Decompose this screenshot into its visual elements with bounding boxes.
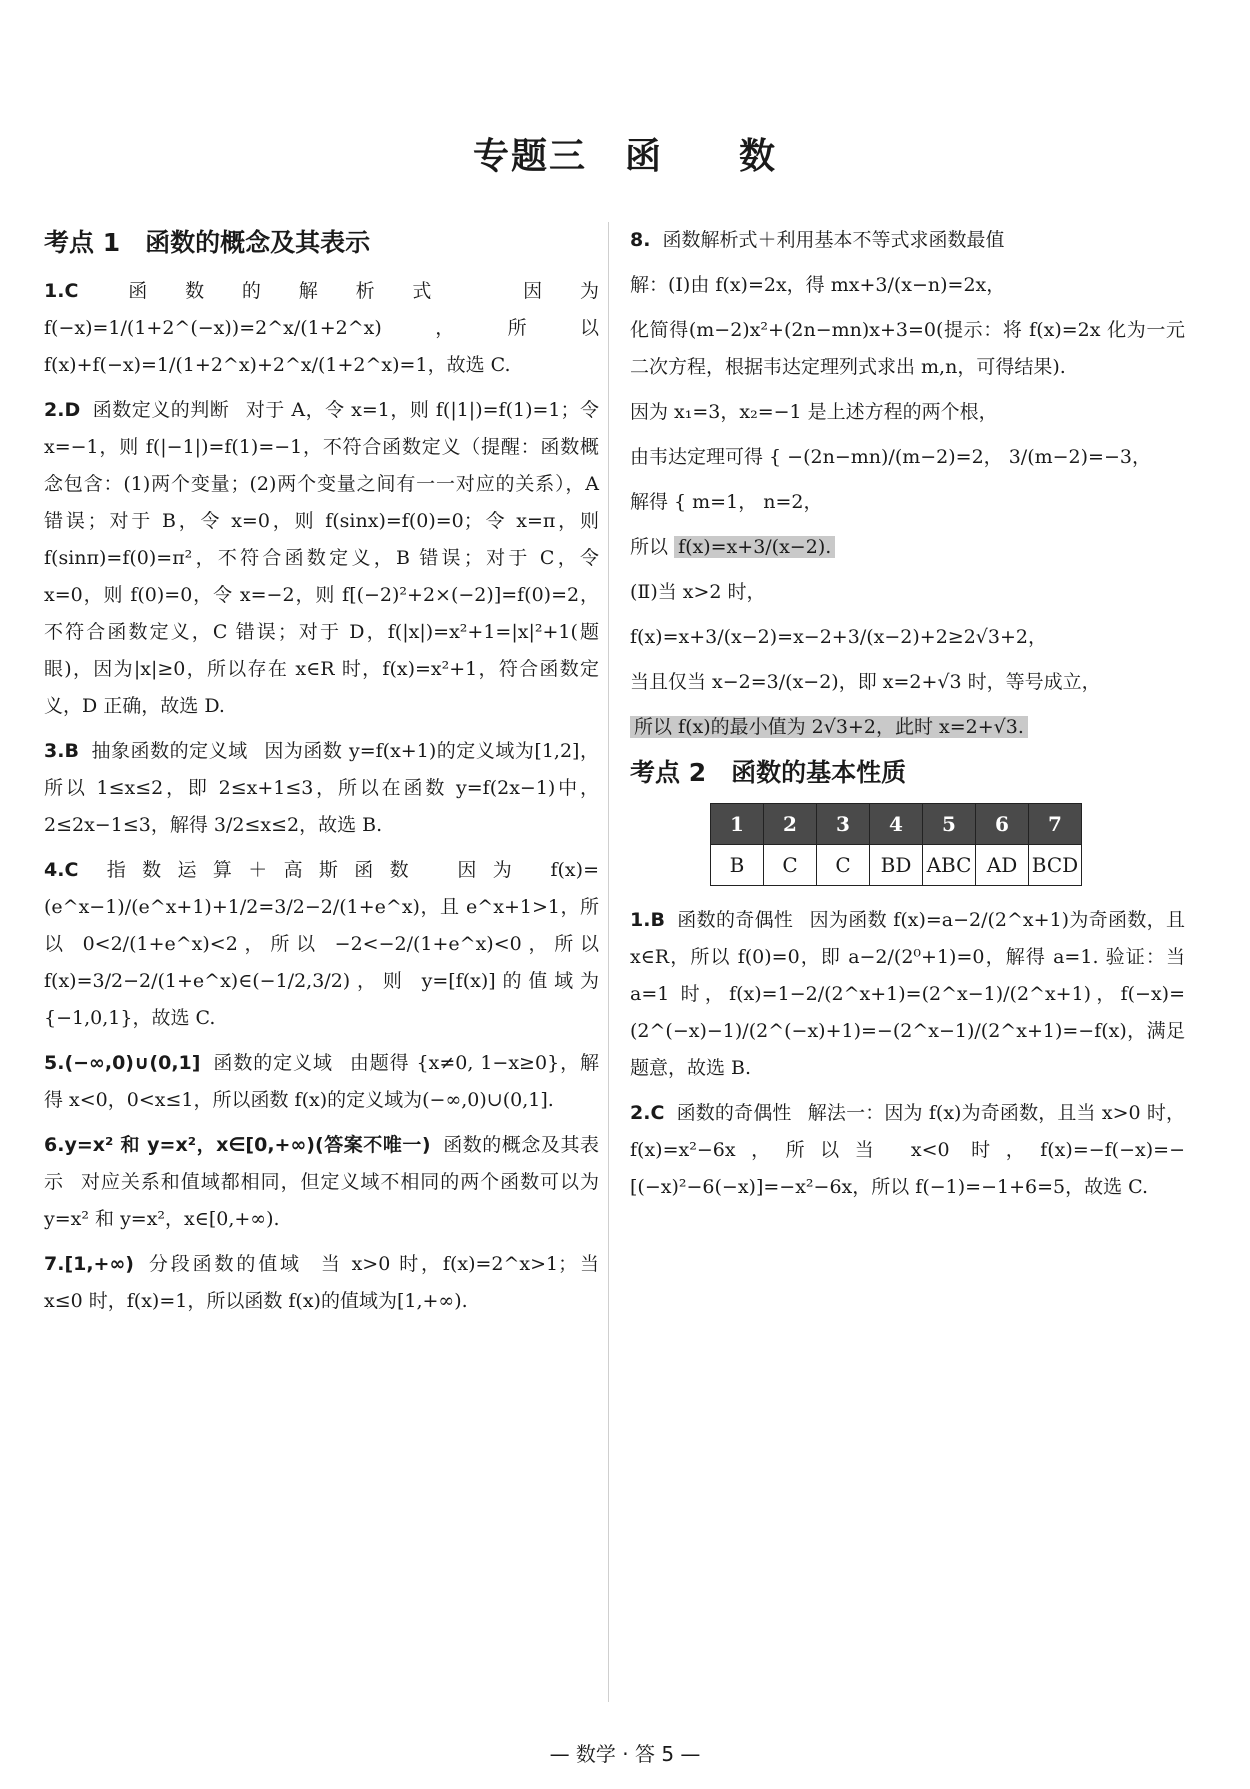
solution-line: [630, 529, 1185, 566]
answer-number: 2.D: [44, 399, 81, 421]
answer-text: 对于 A，令 x=1，则 f(|1|)=f(1)=1；令 x=−1，则 f(|−1|)=f(1)=−1，不符合函数定义（提醒：函数概念包含：(1)两个变量；(2)两个变量之间有一一对应的关系），A 错误；对于 B，令 x=0，则 f(sinx)=f(0)=0；令 x=π，则 f(sinπ)=f(0)=π²，不符合函数定义，B 错误；对于 C，令 x=0，则 f(0)=0，令 x=−2，则 f[(−2)²+2×(−2)]=f(0)=2，不符合函数定义，C 错误；对于 D，f(|x|)=x²+1=|x|²+1(题眼)，因为|x|≥0，所以存在 x∈R 时，f(x)=x²+1，符合函数定义，D 正确，故选 D.: [44, 399, 599, 717]
answer-item: [44, 1127, 599, 1238]
answer-item: [44, 1045, 599, 1119]
solution-line: 当且仅当 x−2=3/(x−2)，即 x=2+√3 时，等号成立，: [630, 671, 1101, 693]
answer-item: [44, 273, 599, 384]
answer-number: 7.[1,+∞): [44, 1253, 134, 1275]
answer-topic: 分段函数的值域: [148, 1253, 302, 1275]
solution-line: 解得 { m=1， n=2，: [630, 491, 823, 513]
answer-table-cell: BCD: [1029, 845, 1082, 886]
answer-number: 1.C: [44, 280, 79, 302]
answer-text: 对应关系和值域都相同，但定义域不相同的两个函数可以为 y=x² 和 y=x²，x∈[0,+∞).: [44, 1171, 599, 1230]
answer-topic: 函数的奇偶性: [677, 909, 794, 931]
solution-line: 由韦达定理可得 { −(2n−mn)/(m−2)=2， 3/(m−2)=−3，: [630, 446, 1151, 468]
highlighted-result: f(x)=x+3/(x−2).: [674, 536, 835, 558]
answer-table-cell: C: [764, 845, 817, 886]
answer-item: [44, 852, 599, 1037]
page-footer: — 数学 · 答 5 —: [549, 1742, 701, 1766]
answer-text: 因为函数 y=f(x+1)的定义域为[1,2]，所以 1≤x≤2，即 2≤x+1≤3，所以在函数 y=f(2x−1)中，2≤2x−1≤3，解得 3/2≤x≤2，故选 B.: [44, 740, 599, 836]
answer-number: 6.y=x² 和 y=x²，x∈[0,+∞)(答案不唯一): [44, 1134, 431, 1156]
highlighted-result: 所以 f(x)的最小值为 2√3+2，此时 x=2+√3.: [630, 716, 1028, 738]
answer-text: 因为函数 f(x)=a−2/(2^x+1)为奇函数，且 x∈R，所以 f(0)=0，即 a−2/(2⁰+1)=0，解得 a=1. 验证：当 a=1 时，f(x)=1−2/(2^x+1)=(2^x−1)/(2^x+1)，f(−x)=(2^(−x)−1)/(2^(−x)+1)=−(2^x−1)/(2^x+1)=−f(x)，满足题意，故选 B.: [630, 909, 1186, 1079]
left-column: [44, 222, 599, 1328]
right-column: [630, 222, 1185, 1214]
answer-table-row: [711, 845, 1082, 886]
answer-table: [710, 803, 1082, 886]
answer-number: 2.C: [630, 1102, 665, 1124]
answer-item: [630, 1095, 1185, 1206]
answer-number: 8.: [630, 229, 651, 251]
answer-topic: 函数的解析式: [128, 280, 470, 302]
solution-line: [630, 709, 1185, 746]
solution-line: (Ⅱ)当 x>2 时，: [630, 581, 766, 603]
answer-number: 4.C: [44, 859, 79, 881]
solution-line: 解：(Ⅰ)由 f(x)=2x，得 mx+3/(x−n)=2x，: [630, 274, 1006, 296]
answer-table-header-cell: 2: [764, 804, 817, 845]
answer-table-cell: B: [711, 845, 764, 886]
solution-line: 因为 x₁=3，x₂=−1 是上述方程的两个根，: [630, 401, 998, 423]
answer-table-header-cell: 6: [976, 804, 1029, 845]
answer-topic: 抽象函数的定义域: [91, 740, 248, 762]
answer-item: [44, 392, 599, 725]
answer-item: [44, 733, 599, 844]
answer-topic: 函数定义的判断: [92, 399, 230, 421]
answer-table-cell: C: [817, 845, 870, 886]
answer-topic: 函数解析式＋利用基本不等式求函数最值: [662, 229, 1005, 251]
column-divider: [608, 222, 609, 1702]
solution-prefix: 所以: [630, 536, 669, 558]
answer-number: 1.B: [630, 909, 665, 931]
answer-table-header-cell: 1: [711, 804, 764, 845]
answer-topic: 函数的定义域: [213, 1052, 333, 1074]
page-title: 专题三 函 数: [472, 136, 777, 177]
solution-line: 化简得(m−2)x²+(2n−mn)x+3=0(提示：将 f(x)=2x 化为一元二次方程，根据韦达定理列式求出 m,n，可得结果).: [630, 319, 1185, 378]
answer-topic: 函数的概念及其表示: [44, 1134, 599, 1193]
answer-table-header-cell: 5: [923, 804, 976, 845]
answer-table-cell: BD: [870, 845, 923, 886]
answer-item: [630, 902, 1185, 1087]
answer-table-cell: ABC: [923, 845, 976, 886]
answer-item: [44, 1246, 599, 1320]
answer-text: 当 x>0 时，f(x)=2^x>1；当 x≤0 时，f(x)=1，所以函数 f(x)的值域为[1,+∞).: [44, 1253, 599, 1312]
answer-table-header: [711, 804, 1082, 845]
answer-table-header-cell: 4: [870, 804, 923, 845]
answer-number: 5.(−∞,0)∪(0,1]: [44, 1052, 201, 1074]
answer-item-8: [630, 222, 1185, 259]
solution-line: f(x)=x+3/(x−2)=x−2+3/(x−2)+2≥2√3+2，: [630, 626, 1047, 648]
section-heading-2: 考点 2 函数的基本性质: [630, 758, 907, 787]
answer-text: 由题得 {x≠0, 1−x≥0}，解得 x<0，0<x≤1，所以函数 f(x)的定义域为(−∞,0)∪(0,1].: [44, 1052, 599, 1111]
answer-topic: 函数的奇偶性: [676, 1102, 792, 1124]
answer-number: 3.B: [44, 740, 79, 762]
answer-table-header-cell: 7: [1029, 804, 1082, 845]
answer-text: 解法一：因为 f(x)为奇函数，且当 x>0 时，f(x)=x²−6x，所以当 x<0 时，f(x)=−f(−x)=−[(−x)²−6(−x)]=−x²−6x，所以 f(−1)=−1+6=5，故选 C.: [630, 1102, 1185, 1198]
answer-text: 因为 f(−x)=1/(1+2^(−x))=2^x/(1+2^x)，所以 f(x)+f(−x)=1/(1+2^x)+2^x/(1+2^x)=1，故选 C.: [44, 280, 599, 376]
section-heading-1: 考点 1 函数的概念及其表示: [44, 228, 371, 257]
answer-table-header-cell: 3: [817, 804, 870, 845]
answer-topic: 指数运算＋高斯函数: [106, 859, 425, 881]
answer-table-cell: AD: [976, 845, 1029, 886]
answer-text: 因为 f(x)=(e^x−1)/(e^x+1)+1/2=3/2−2/(1+e^x)，且 e^x+1>1，所以 0<2/(1+e^x)<2，所以 −2<−2/(1+e^x)<0，所以 f(x)=3/2−2/(1+e^x)∈(−1/2,3/2)，则 y=[f(x)]的值域为{−1,0,1}，故选 C.: [44, 859, 599, 1029]
